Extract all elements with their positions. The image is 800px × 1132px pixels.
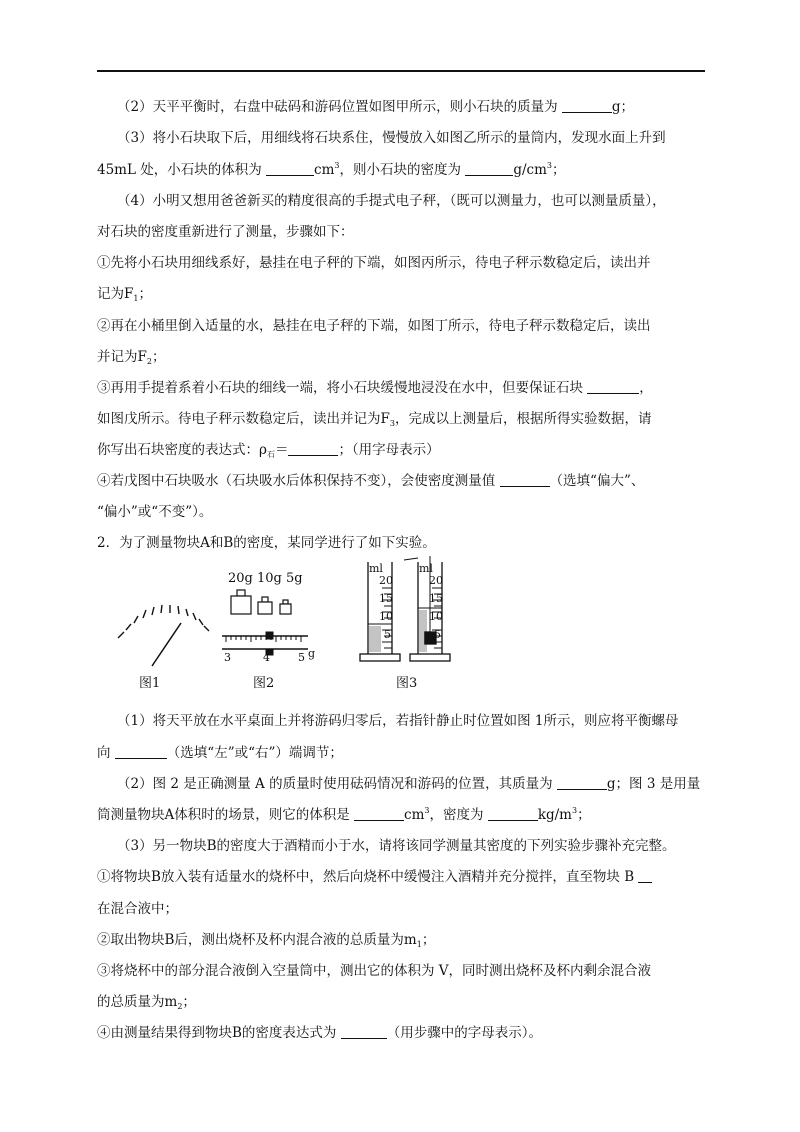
q2-step2-end: ； [421, 932, 436, 948]
q2-step1-line2 [97, 900, 178, 918]
q1-density-unit: g/cm [513, 162, 547, 178]
q2-step3-line2 [97, 993, 196, 1011]
q1-step4-line2 [97, 503, 212, 521]
q1-step1-text2: 记为F [97, 286, 134, 302]
q1-density-expr-text: 你写出石块密度的表达式：ρ [97, 442, 267, 458]
q2-part2-line2 [97, 806, 591, 824]
q2-stem-text: 2．为了测量物块A和B的密度，某同学进行了如下实验。 [97, 535, 436, 551]
fig2-tick-3: 3 [224, 651, 231, 664]
q2-step2-sub: 1 [416, 940, 422, 949]
q1-step2-text2: 并记为F [97, 349, 147, 365]
q1-step1-line2 [97, 285, 152, 303]
q2-part1-text: （1）将天平放在水平桌面上并将游码归零后，若指针静止时位置如图 1所示，则应将平衡螺母 [117, 713, 679, 729]
q1-effect-blank[interactable] [500, 473, 550, 487]
q1-volume-blank[interactable] [266, 162, 314, 176]
q1-step2-end: ； [151, 349, 166, 365]
q1-density-text: ，则小石块的密度为 [339, 162, 462, 178]
weight-20g-knob [237, 590, 245, 596]
q1-density-expr-equals: ＝ [274, 442, 289, 458]
weight-10g-knob [262, 597, 268, 602]
q2-part1-direction-text: 向 [97, 745, 111, 761]
fig1-pointer [152, 623, 181, 666]
fig2-weights [231, 590, 291, 614]
q1-part2-text: （2）天平平衡时，右盘中砝码和游码位置如图甲所示，则小石块的质量为 [117, 99, 558, 115]
q1-volume-unit-sup: 3 [334, 161, 340, 170]
q2-step4-end: （用步骤中的字母表示）。 [386, 1025, 542, 1041]
fig3-left-20: 20 [379, 574, 393, 587]
q2-figure-svg [0, 554, 800, 704]
q2-figures [0, 554, 800, 704]
q1-step3-line1 [97, 379, 653, 397]
fig2-scale-unit: g [308, 647, 316, 660]
q1-condition-blank[interactable] [587, 380, 639, 394]
q2-mass-blank[interactable] [557, 776, 607, 790]
q1-step2-sub: 2 [146, 357, 152, 366]
q1-step4-text2: “偏小”或“不变”）。 [97, 504, 213, 520]
q2-step2-line [97, 931, 435, 949]
q2-step3-line1 [97, 962, 651, 980]
q1-step2-line1 [97, 317, 651, 335]
q2-part1-options: （选填“左”或“右”）端调节； [166, 745, 343, 761]
q1-expression-blank[interactable] [288, 442, 338, 456]
q2-part2-end: ； [577, 807, 591, 823]
q1-part3-end: ； [551, 162, 566, 178]
q2-stem [97, 534, 436, 552]
q2-density-unit-sup: 3 [571, 806, 578, 815]
q1-step2-text: ②再在小桶里倒入适量的水，悬挂在电子秤的下端，如图丁所示，待电子秤示数稳定后，读出 [97, 318, 651, 334]
q2-part3-text: （3）另一物块B的密度大于酒精而小于水，请将该同学测量其密度的下列实验步骤补充完整。 [117, 838, 676, 854]
fig3-left-unit: ml [369, 562, 383, 575]
weight-20g [231, 596, 251, 614]
q1-part2-line [117, 98, 634, 116]
q2-density-text: ，密度为 [429, 807, 484, 823]
q1-step3-line2 [97, 410, 651, 428]
q1-part4-line1 [117, 192, 666, 210]
q1-part4-line2 [97, 223, 354, 241]
q1-part3-line1 [117, 129, 666, 147]
q2-step1-text2: 在混合液中； [97, 901, 178, 917]
q1-step3-line3 [97, 441, 440, 459]
q2-step3-text: ③将烧杯中的部分混合液倒入空量筒中，测出它的体积为 V，同时测出烧杯及杯内剩余混合液 [97, 963, 652, 979]
q1-part2-unit: g； [611, 99, 635, 115]
q2-step2-text: ②取出物块B后，测出烧杯及杯内混合液的总质量为m [97, 932, 417, 948]
q2-part2-line1 [117, 775, 700, 793]
q1-step4-options: （选填“偏大”、 [549, 473, 645, 489]
fig3-right-20: 20 [429, 574, 443, 587]
q1-step4-line1 [97, 472, 644, 490]
q2-step4-line [97, 1024, 542, 1042]
fig2-rider-top [266, 632, 273, 639]
fig1-dial [118, 605, 209, 666]
q2-volume-blank[interactable] [354, 807, 404, 821]
q2-step1-text: ①将物块B放入装有适量水的烧杯中，然后向烧杯中缓慢注入酒精并充分搅拌，直至物块 B [97, 869, 635, 885]
q2-step1-line1 [97, 868, 652, 886]
q2-part1-line1 [117, 712, 678, 730]
q2-volume-unit-sup: 3 [424, 806, 430, 815]
q1-part3-line2 [97, 161, 565, 179]
fig3-right-10: 10 [429, 610, 443, 623]
fig3-right-15: 15 [429, 592, 443, 605]
q1-density-expr-sub: 石 [266, 450, 275, 459]
q2-part2-text: （2）图 2 是正确测量 A 的质量时使用砝码情况和游码的位置，其质量为 [117, 776, 553, 792]
fig3-right-unit: ml [419, 562, 433, 575]
q1-volume-unit: cm [314, 162, 335, 178]
q2-density-blank[interactable] [488, 807, 538, 821]
q1-part4-text: （4）小明又想用爸爸新买的精度很高的手提式电子秤，（既可以测量力，也可以测量质量）， [117, 193, 666, 209]
q1-part3-text: （3）将小石块取下后，用细线将石块系住，慢慢放入如图乙所示的量筒内，发现水面上升到 [117, 130, 666, 146]
q2-direction-blank[interactable] [115, 745, 167, 759]
q1-density-blank[interactable] [465, 162, 513, 176]
q1-step1-sub: 1 [133, 294, 139, 303]
q1-step3-text: ③再用手提着系着小石块的细线一端，将小石块缓慢地浸没在水中，但要保证石块 [97, 380, 583, 396]
q2-part2-volume-text: 筒测量物块A体积时的场景，则它的体积是 [97, 807, 350, 823]
weight-10g [258, 602, 272, 614]
fig3-label: 图3 [396, 676, 418, 691]
q1-step1-line1 [97, 254, 651, 272]
q2-part2-text2: g；图 3 是用量 [606, 776, 701, 792]
fig1-label: 图1 [139, 676, 161, 691]
q2-part3-line [117, 837, 676, 855]
q2-density-unit: kg/m [537, 807, 572, 823]
q1-step1-end: ； [138, 286, 152, 302]
q1-step3-text3: ，完成以上测量后，根据所得实验数据，请 [394, 411, 652, 427]
q1-mass-blank[interactable] [562, 99, 612, 113]
q2-step3-end: ； [182, 994, 196, 1010]
q1-step3-sub: 3 [389, 419, 395, 428]
q1-step3-text2: 如图戊所示。待电子秤示数稳定后，读出并记为F [97, 411, 390, 427]
q2-step4-text: ④由测量结果得到物块B的密度表达式为 [97, 1025, 337, 1041]
weight-5g [280, 604, 291, 614]
q1-part4-text2: 对石块的密度重新进行了测量，步骤如下： [97, 224, 354, 240]
fig3-left-5: 5 [384, 628, 391, 641]
fig2-weights-label: 20g 10g 5g [228, 571, 303, 586]
q1-step4-text: ④若戊图中石块吸水（石块吸水后体积保持不变），会使密度测量值 [97, 473, 496, 489]
q2-step3-text2: 的总质量为m [97, 994, 178, 1010]
q1-density-unit-sup: 3 [546, 161, 552, 170]
q1-step2-line2 [97, 348, 165, 366]
fig3-left-15: 15 [379, 592, 393, 605]
q1-density-expr-end: ；（用字母表示） [338, 442, 440, 458]
fig3-right-5: 5 [434, 628, 441, 641]
q2-volume-unit: cm [404, 807, 425, 823]
q2-state-blank[interactable] [638, 869, 652, 883]
q1-step1-text: ①先将小石块用细线系好，悬挂在电子秤的下端，如图丙所示，待电子秤示数稳定后，读出并 [97, 255, 651, 271]
q1-part3-volume-text: 45mL 处，小石块的体积为 [97, 162, 262, 178]
q2-part1-line2 [97, 744, 343, 762]
q1-step3-comma: ， [639, 380, 653, 396]
fig2-label: 图2 [253, 676, 275, 691]
fig1-dial-ticks [118, 605, 209, 638]
header-rule [97, 70, 705, 72]
fig2-tick-5: 5 [298, 651, 305, 664]
q2-expression-blank[interactable] [341, 1025, 387, 1039]
fig2-tick-4: 4 [263, 651, 270, 664]
q2-step3-sub: 2 [177, 1002, 183, 1011]
fig3-left-10: 10 [379, 610, 393, 623]
